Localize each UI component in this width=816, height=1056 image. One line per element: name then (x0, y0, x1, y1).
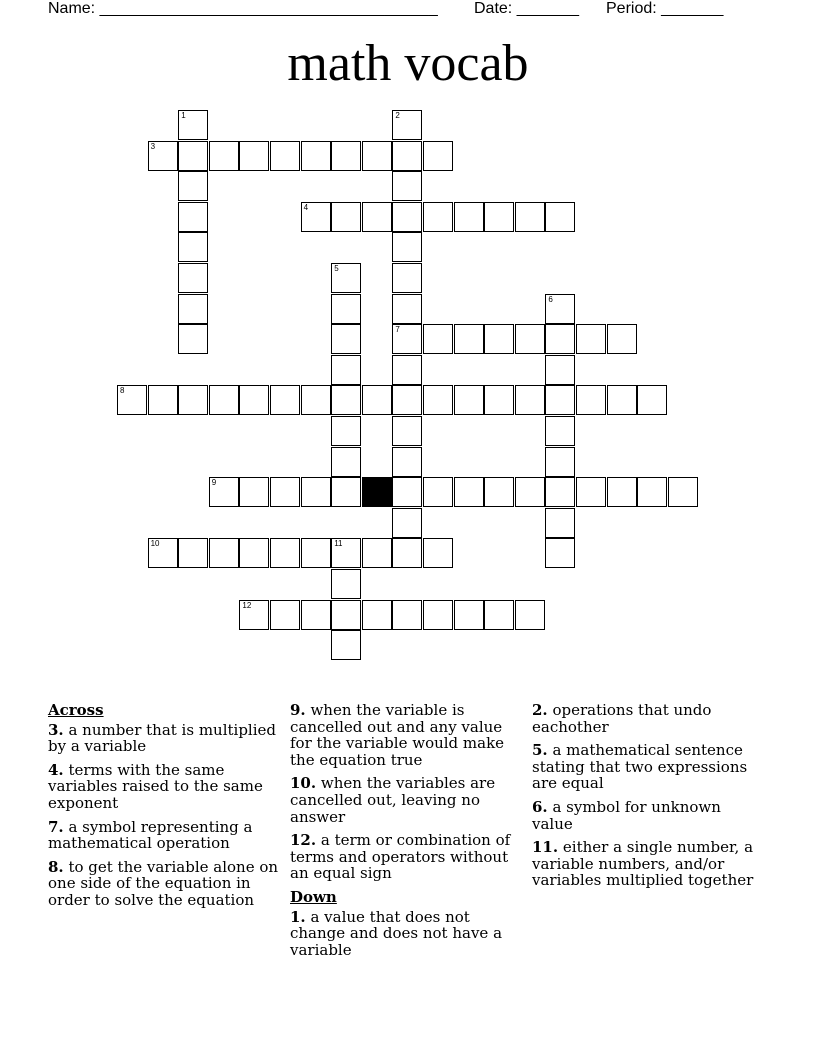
clue-across-3 (48, 722, 282, 755)
crossword-cell[interactable] (362, 202, 392, 232)
clue-across-8 (48, 859, 282, 909)
crossword-cell[interactable] (392, 141, 422, 171)
clue-number: 12. (290, 831, 317, 850)
clue-across-10 (290, 775, 528, 825)
crossword-cell[interactable] (545, 294, 575, 324)
crossword-cell[interactable] (239, 600, 269, 630)
crossword-cell[interactable] (362, 385, 392, 415)
crossword-cell[interactable] (239, 538, 269, 568)
clue-down-5 (532, 742, 764, 792)
crossword-cell[interactable] (209, 477, 239, 507)
clue-number-label: 2 (395, 111, 400, 120)
crossword-cell[interactable] (484, 600, 514, 630)
crossword-cell[interactable] (392, 508, 422, 538)
crossword-cell[interactable] (607, 324, 637, 354)
crossword-cell[interactable] (392, 294, 422, 324)
clue-down-6 (532, 799, 764, 832)
crossword-cell[interactable] (423, 324, 453, 354)
crossword-cell[interactable] (209, 141, 239, 171)
clue-number-label: 3 (150, 141, 156, 151)
crossword-cell[interactable] (331, 202, 361, 232)
clue-number-label: 6 (548, 294, 553, 304)
crossword-cell[interactable] (637, 477, 667, 507)
clue-across-9 (290, 702, 528, 768)
crossword-cell[interactable] (454, 324, 484, 354)
clue-column-3 (532, 702, 764, 896)
crossword-cell[interactable] (301, 477, 331, 507)
crossword-cell[interactable] (178, 202, 208, 232)
clue-number: 7. (48, 817, 64, 836)
clue-text: to get the variable alone on one side of the equation in order to solve the equation (48, 857, 279, 909)
clue-text: either a single number, a variable numbers, and/or variables multiplied together (532, 838, 754, 890)
clue-number-label: 4 (303, 202, 309, 212)
crossword-cell[interactable] (270, 600, 300, 630)
crossword-cell[interactable] (209, 385, 239, 415)
crossword-cell[interactable] (178, 171, 208, 201)
clue-across-4 (48, 762, 282, 812)
crossword-cell[interactable] (607, 477, 637, 507)
clue-column-1 (48, 702, 282, 916)
crossword-cell[interactable] (148, 538, 178, 568)
clue-number-label: 9 (211, 478, 217, 488)
crossword-cell[interactable] (545, 324, 575, 354)
crossword-cell[interactable] (545, 416, 575, 446)
crossword-cell[interactable] (392, 447, 422, 477)
clue-number: 4. (48, 760, 64, 779)
crossword-cell[interactable] (545, 538, 575, 568)
crossword-cell[interactable] (117, 385, 147, 415)
clue-text: a symbol representing a mathematical operation (48, 817, 253, 853)
crossword-cell[interactable] (301, 385, 331, 415)
clue-number: 10. (290, 774, 317, 793)
clue-down-2 (532, 702, 764, 735)
crossword-cell[interactable] (484, 477, 514, 507)
crossword-cell[interactable] (148, 141, 178, 171)
crossword-cell[interactable] (239, 141, 269, 171)
crossword-cell[interactable] (178, 110, 208, 140)
crossword-cell[interactable] (301, 600, 331, 630)
clue-number: 3. (48, 720, 64, 739)
crossword-cell[interactable] (484, 202, 514, 232)
page-title: math vocab (287, 35, 529, 92)
crossword-cell[interactable] (576, 324, 606, 354)
crossword-cell[interactable] (270, 538, 300, 568)
crossword-cell[interactable] (270, 385, 300, 415)
crossword-cell[interactable] (301, 141, 331, 171)
clue-number-label: 1 (181, 111, 186, 120)
crossword-cell[interactable] (515, 324, 545, 354)
crossword-cell[interactable] (423, 385, 453, 415)
crossword-cell[interactable] (178, 324, 208, 354)
crossword-cell[interactable] (545, 385, 575, 415)
crossword-cell[interactable] (392, 110, 422, 140)
blocked-cell (362, 477, 392, 507)
crossword-cell[interactable] (362, 141, 392, 171)
clue-number-label: 10 (150, 539, 160, 549)
clue-number: 1. (290, 907, 306, 926)
crossword-cell[interactable] (423, 477, 453, 507)
crossword-cell[interactable] (423, 141, 453, 171)
crossword-cell[interactable] (545, 447, 575, 477)
clue-number: 9. (290, 701, 306, 719)
crossword-cell[interactable] (331, 538, 361, 568)
crossword-cell[interactable] (178, 141, 208, 171)
clue-number-label: 12 (242, 600, 252, 610)
crossword-cell[interactable] (545, 202, 575, 232)
crossword-cell[interactable] (392, 538, 422, 568)
crossword-cell[interactable] (331, 294, 361, 324)
crossword-cell[interactable] (331, 263, 361, 293)
crossword-cell[interactable] (331, 477, 361, 507)
crossword-cell[interactable] (178, 263, 208, 293)
crossword-cell[interactable] (331, 569, 361, 599)
crossword-cell[interactable] (331, 630, 361, 660)
crossword-cell[interactable] (392, 324, 422, 354)
date-field-label: Date: _______ (474, 0, 579, 17)
clue-text: a symbol for unknown value (532, 797, 721, 833)
crossword-cell[interactable] (178, 385, 208, 415)
clue-text: a mathematical sentence stating that two expressions are equal (532, 741, 748, 793)
clue-number: 6. (532, 797, 548, 816)
across-heading: Across (48, 701, 104, 719)
clue-number: 8. (48, 857, 64, 876)
crossword-cell[interactable] (239, 385, 269, 415)
crossword-cell[interactable] (423, 538, 453, 568)
crossword-cell[interactable] (423, 202, 453, 232)
clue-text: a value that does not change and does not have a variable (290, 907, 503, 959)
crossword-cell[interactable] (331, 355, 361, 385)
crossword-cell[interactable] (484, 324, 514, 354)
crossword-cell[interactable] (331, 600, 361, 630)
crossword-cell[interactable] (545, 477, 575, 507)
crossword-cell[interactable] (668, 477, 698, 507)
crossword-cell[interactable] (392, 477, 422, 507)
crossword-cell[interactable] (392, 202, 422, 232)
crossword-cell[interactable] (301, 202, 331, 232)
crossword-cell[interactable] (178, 232, 208, 262)
crossword-cell[interactable] (270, 477, 300, 507)
crossword-cell[interactable] (454, 202, 484, 232)
crossword-cell[interactable] (392, 263, 422, 293)
crossword-cell[interactable] (515, 600, 545, 630)
clue-down-1 (290, 909, 528, 959)
crossword-cell[interactable] (270, 141, 300, 171)
crossword-cell[interactable] (331, 141, 361, 171)
clue-number: 5. (532, 741, 548, 760)
crossword-cell[interactable] (607, 385, 637, 415)
crossword-cell[interactable] (454, 477, 484, 507)
clue-number-label: 7 (395, 325, 400, 335)
crossword-cell[interactable] (515, 477, 545, 507)
clue-across-7 (48, 819, 282, 852)
crossword-cell[interactable] (484, 385, 514, 415)
crossword-cell[interactable] (576, 385, 606, 415)
crossword-cell[interactable] (545, 355, 575, 385)
crossword-cell[interactable] (148, 385, 178, 415)
period-field-label: Period: _______ (606, 0, 724, 17)
crossword-cell[interactable] (423, 600, 453, 630)
crossword-cell[interactable] (331, 324, 361, 354)
crossword-cell[interactable] (392, 232, 422, 262)
clue-across-12 (290, 832, 528, 882)
crossword-cell[interactable] (454, 385, 484, 415)
clue-text: a term or combination of terms and operators without an equal sign (290, 831, 511, 883)
crossword-cell[interactable] (392, 416, 422, 446)
crossword-cell[interactable] (392, 171, 422, 201)
name-field-label: Name: ______________________________________ (48, 0, 438, 17)
clue-text: when the variables are cancelled out, leaving no answer (290, 774, 496, 826)
crossword-cell[interactable] (362, 600, 392, 630)
crossword-cell[interactable] (331, 447, 361, 477)
crossword-cell[interactable] (239, 477, 269, 507)
crossword-cell[interactable] (515, 385, 545, 415)
crossword-cell[interactable] (178, 294, 208, 324)
clue-text: when the variable is cancelled out and any value for the variable would make the equation true (290, 701, 505, 769)
crossword-cell[interactable] (178, 538, 208, 568)
crossword-cell[interactable] (392, 385, 422, 415)
clue-column-2 (290, 702, 528, 965)
clue-text: terms with the same variables raised to the same exponent (48, 760, 263, 812)
clue-number: 11. (532, 838, 559, 857)
clue-text: a number that is multiplied by a variable (48, 720, 276, 756)
clue-number-label: 11 (334, 539, 343, 549)
crossword-cell[interactable] (392, 600, 422, 630)
crossword-cell[interactable] (209, 538, 239, 568)
crossword-cell[interactable] (576, 477, 606, 507)
down-heading: Down (290, 887, 337, 906)
clue-number-label: 8 (120, 386, 125, 396)
crossword-cell[interactable] (392, 355, 422, 385)
clue-down-11 (532, 839, 764, 889)
clue-number: 2. (532, 701, 548, 719)
clue-number-label: 5 (334, 264, 339, 273)
crossword-cell[interactable] (515, 202, 545, 232)
crossword-cell[interactable] (331, 416, 361, 446)
crossword-cell[interactable] (331, 385, 361, 415)
crossword-cell[interactable] (454, 600, 484, 630)
crossword-cell[interactable] (637, 385, 667, 415)
clue-text: operations that undo eachother (532, 701, 712, 736)
crossword-cell[interactable] (362, 538, 392, 568)
crossword-cell[interactable] (545, 508, 575, 538)
crossword-cell[interactable] (301, 538, 331, 568)
